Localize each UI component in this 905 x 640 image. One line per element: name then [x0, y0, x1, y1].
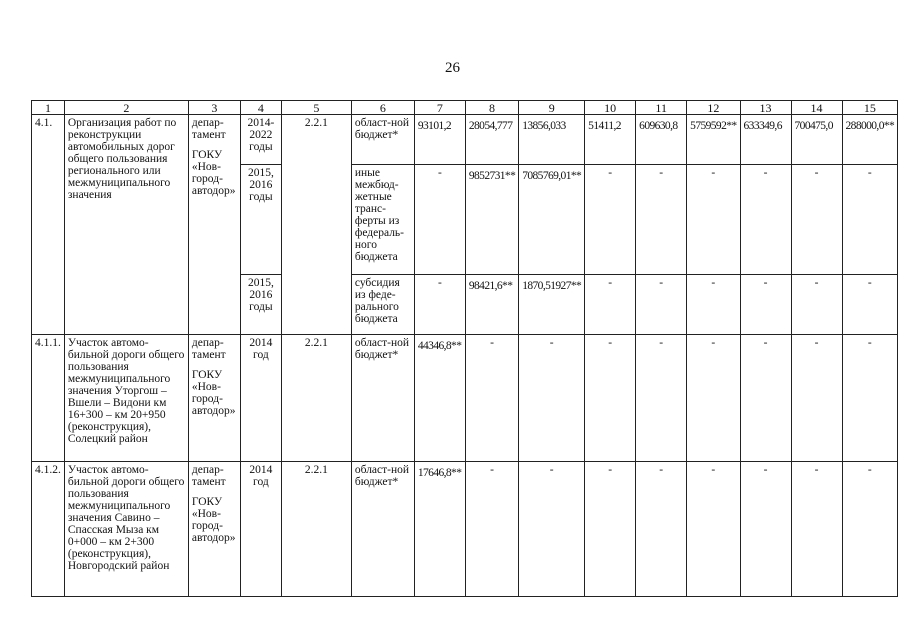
row-name: Участок автомо-бильной дороги общего пользования межмуниципального значения Уторгош – Вшели – Видони км 16+300 – км 20+950 (реконструкция), Солецкий район [64, 335, 188, 462]
row-department [188, 462, 240, 597]
col-header: 1 [32, 101, 65, 115]
row-source: област-ной бюджет* [351, 115, 414, 165]
cell-value: 13856,033 [519, 115, 585, 165]
row-indicator: 2.2.1 [281, 462, 351, 597]
cell-value: - [687, 275, 740, 335]
cell-value: 9852731** [465, 165, 518, 275]
cell-value: - [585, 335, 636, 462]
cell-value: - [687, 165, 740, 275]
table-row [32, 462, 898, 597]
row-department [188, 115, 240, 335]
cell-value: 28054,777 [465, 115, 518, 165]
executor-name: ГОКУ «Нов-город-автодор» [191, 496, 236, 544]
cell-value: 51411,2 [585, 115, 636, 165]
cell-value: - [791, 335, 842, 462]
col-header: 6 [351, 101, 414, 115]
cell-value: - [414, 275, 465, 335]
header-row [32, 101, 898, 115]
cell-value: - [791, 275, 842, 335]
table-row [32, 335, 898, 462]
cell-value: - [585, 165, 636, 275]
cell-value: - [636, 165, 687, 275]
col-header: 9 [519, 101, 585, 115]
cell-value: - [740, 462, 791, 597]
cell-value: - [585, 462, 636, 597]
cell-value: - [687, 462, 740, 597]
cell-value: - [519, 335, 585, 462]
cell-value: - [842, 275, 898, 335]
row-id: 4.1.1. [32, 335, 65, 462]
row-id: 4.1. [32, 115, 65, 335]
col-header: 12 [687, 101, 740, 115]
cell-value: - [740, 275, 791, 335]
row-source: иные межбюд-жетные транс-ферты из федераль-ного бюджета [351, 165, 414, 275]
cell-value: - [636, 462, 687, 597]
cell-value: - [687, 335, 740, 462]
cell-value: - [740, 335, 791, 462]
executor-name: ГОКУ «Нов-город-автодор» [191, 369, 236, 417]
cell-value: 17646,8** [414, 462, 465, 597]
cell-value: 633349,6 [740, 115, 791, 165]
row-period: 2014-2022 годы [240, 115, 281, 165]
row-department [188, 335, 240, 462]
executor-name: ГОКУ «Нов-город-автодор» [191, 149, 236, 197]
cell-value: 98421,6** [465, 275, 518, 335]
row-period: 2015, 2016 годы [240, 165, 281, 275]
col-header: 15 [842, 101, 898, 115]
col-header: 11 [636, 101, 687, 115]
cell-value: - [585, 275, 636, 335]
row-id: 4.1.2. [32, 462, 65, 597]
table-row [32, 115, 898, 165]
col-header: 2 [64, 101, 188, 115]
row-indicator: 2.2.1 [281, 115, 351, 335]
cell-value: 609630,8 [636, 115, 687, 165]
col-header: 10 [585, 101, 636, 115]
row-source: област-ной бюджет* [351, 335, 414, 462]
row-source: област-ной бюджет* [351, 462, 414, 597]
cell-value: 5759592** [687, 115, 740, 165]
cell-value: 288000,0** [842, 115, 898, 165]
department-name: депар-тамент [191, 117, 226, 141]
col-header: 5 [281, 101, 351, 115]
department-name: депар-тамент [191, 464, 226, 488]
department-name: депар-тамент [191, 337, 226, 361]
cell-value: - [519, 462, 585, 597]
row-period: 2014 год [240, 462, 281, 597]
cell-value: 7085769,01** [519, 165, 585, 275]
cell-value: - [842, 462, 898, 597]
cell-value: - [465, 335, 518, 462]
col-header: 14 [791, 101, 842, 115]
page-number: 26 [445, 60, 460, 76]
row-name: Участок автомо-бильной дороги общего пользования межмуниципального значения Савино – Спасская Мыза км 0+000 – км 2+300 (реконструкция), Новгородский район [64, 462, 188, 597]
cell-value: - [636, 275, 687, 335]
cell-value: - [791, 165, 842, 275]
col-header: 4 [240, 101, 281, 115]
cell-value: - [740, 165, 791, 275]
cell-value: 1870,51927** [519, 275, 585, 335]
program-table [31, 100, 898, 597]
row-name: Организация работ по реконструкции автомобильных дорог общего пользования регионального или межмуниципального значения [64, 115, 188, 335]
row-period: 2015, 2016 годы [240, 275, 281, 335]
cell-value: - [465, 462, 518, 597]
cell-value: 700475,0 [791, 115, 842, 165]
col-header: 3 [188, 101, 240, 115]
col-header: 13 [740, 101, 791, 115]
col-header: 8 [465, 101, 518, 115]
row-indicator: 2.2.1 [281, 335, 351, 462]
col-header: 7 [414, 101, 465, 115]
row-source: субсидия из феде-рального бюджета [351, 275, 414, 335]
cell-value: - [414, 165, 465, 275]
cell-value: 93101,2 [414, 115, 465, 165]
row-period: 2014 год [240, 335, 281, 462]
cell-value: - [791, 462, 842, 597]
cell-value: - [842, 165, 898, 275]
cell-value: - [842, 335, 898, 462]
cell-value: 44346,8** [414, 335, 465, 462]
cell-value: - [636, 335, 687, 462]
